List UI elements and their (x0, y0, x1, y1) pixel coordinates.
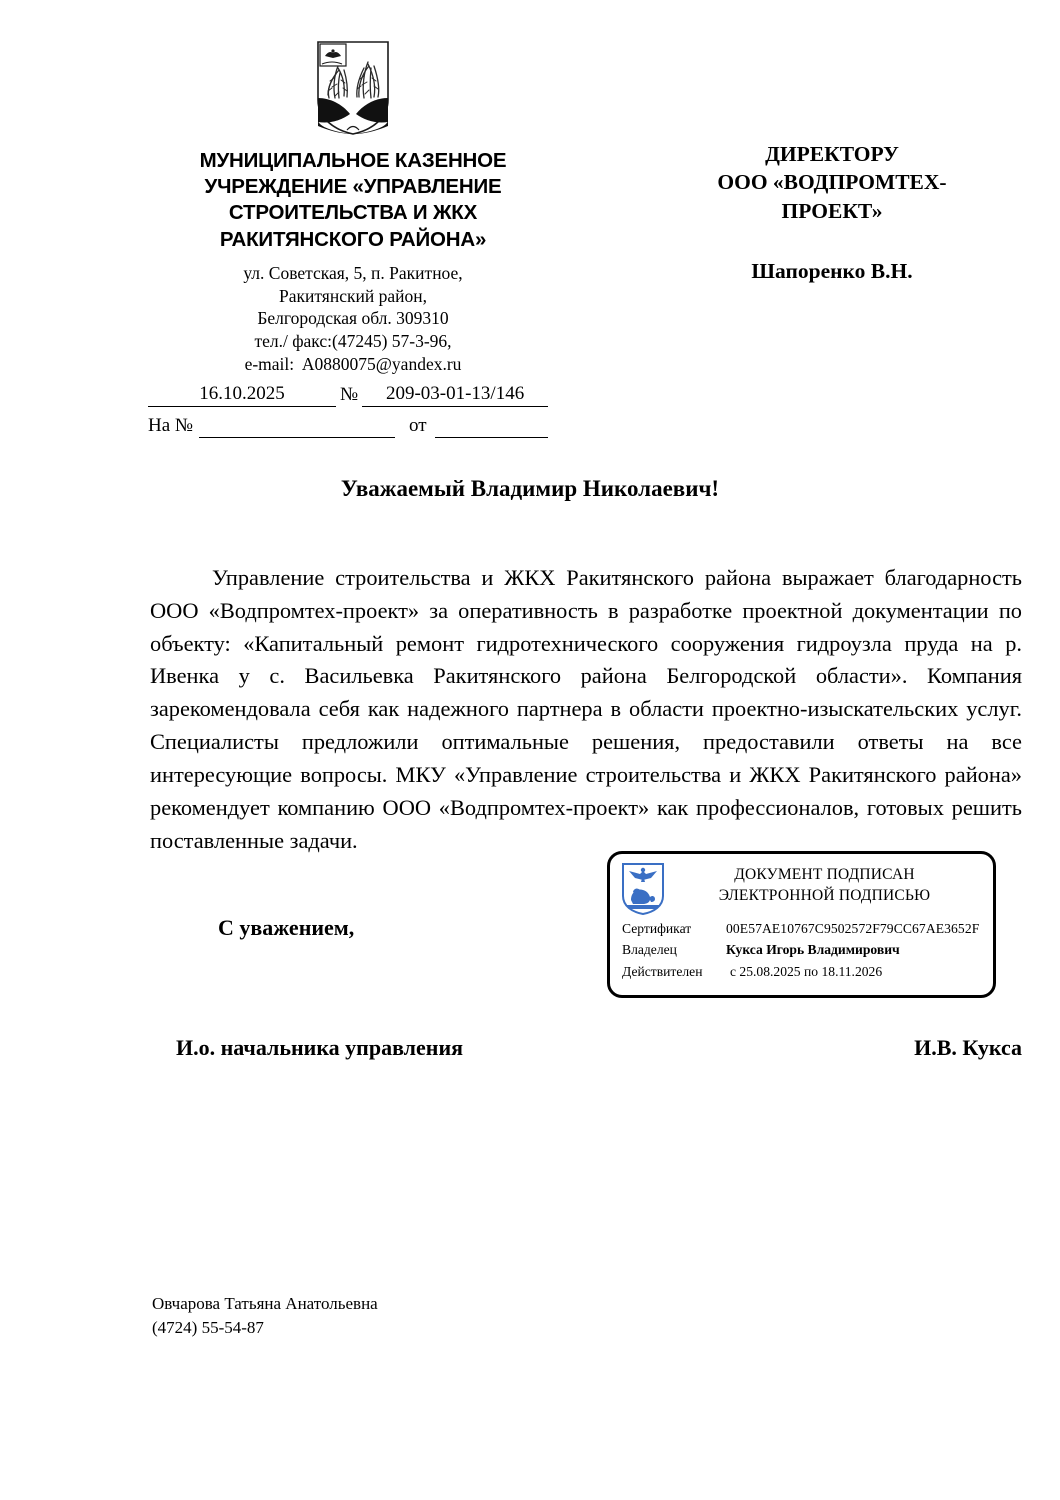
esign-fields (610, 916, 993, 982)
reply-ref-value (199, 414, 395, 438)
salutation: Уважаемый Владимир Николаевич! (340, 476, 720, 501)
signature-row (150, 1035, 1022, 1061)
executor-footer (152, 1292, 378, 1340)
reply-ref-label: На № (148, 414, 194, 436)
address-line-phone: тел./ факс:(47245) 57-3-96, (254, 331, 452, 352)
incoming-reference-row (148, 414, 548, 438)
esign-owner-row (622, 939, 993, 960)
address-line-email: e-mail: A0880075@yandex.ru (244, 353, 462, 374)
belgorod-region-coat-of-arms-icon (620, 862, 666, 916)
addressee-company-line2: ПРОЕКТ» (781, 198, 883, 223)
esign-title-line1: ДОКУМЕНТ ПОДПИСАН (734, 866, 915, 883)
executor-phone: (4724) 55-54-87 (152, 1318, 264, 1338)
esign-validity-row (622, 961, 993, 982)
executor-name: Овчарова Татьяна Анатольевна (152, 1294, 378, 1313)
esign-header (610, 854, 993, 916)
addressee-title: ДИРЕКТОРУ (765, 142, 899, 166)
esign-validity-label: Действителен (622, 963, 703, 979)
esign-owner-value: Кукса Игорь Владимирович (726, 942, 900, 958)
addressee-company-line1: ООО «ВОДПРОМТЕХ- (717, 170, 947, 195)
signer-name: И.В. Кукса (914, 1035, 1022, 1060)
esign-certificate-value: 00E57AE10767C9502572F79CC67AE3652F (726, 921, 980, 936)
esign-certificate-row (622, 918, 993, 939)
outgoing-date: 16.10.2025 (148, 383, 336, 407)
reference-block (148, 383, 548, 438)
esign-validity-value: с 25.08.2025 по 18.11.2026 (730, 963, 883, 979)
esign-owner-label: Владелец (622, 942, 677, 958)
addressee-person: Шапоренко В.Н. (751, 259, 913, 284)
electronic-signature-stamp (607, 851, 996, 998)
reply-date-value (435, 414, 548, 438)
regards-line: С уважением, (218, 915, 355, 940)
address-line-street: ул. Советская, 5, п. Ракитное, (243, 262, 463, 283)
letter-body: Управление строительства и ЖКХ Ракитянского района выражает благодарность ООО «Водпромтех-проект» за оперативность в разработке проектной документации по объекту: «Капитальный ремонт гидротехнического сооружения гидроузла пруда на р. Ивенка у с. Васильевка Ракитянского района Белгородской области». Компания зарекомендовала себя как надежного партнера в области проектно-изыскательских услуг. Специалисты предложили оптимальные решения, предоставили ответы на все интересующие вопросы. МКУ «Управление строительства и ЖКХ Ракитянского района» рекомендует компанию ООО «Водпромтех-проект» как профессионалов, готовых решить поставленные задачи. (150, 565, 1022, 853)
outgoing-number: 209-03-01-13/146 (362, 383, 548, 407)
addressee-block (636, 140, 1028, 286)
letterhead (148, 40, 558, 438)
signer-position: И.о. начальника управления (176, 1035, 464, 1060)
reply-date-label: от (409, 414, 427, 436)
number-label: № (340, 383, 359, 405)
organization-name: МУНИЦИПАЛЬНОЕ КАЗЕННОЕ УЧРЕЖДЕНИЕ «УПРАВЛЕНИЕ СТРОИТЕЛЬСТВА И ЖКХ РАКИТЯНСКОГО РАЙОНА» (199, 149, 507, 251)
address-line-region: Белгородская обл. 309310 (257, 308, 449, 329)
rakityansky-district-coat-of-arms-icon (314, 40, 392, 136)
organization-address (148, 262, 558, 376)
esign-certificate-label: Сертификат (622, 921, 692, 936)
address-line-district: Ракитянский район, (279, 285, 427, 306)
outgoing-reference-row (148, 383, 548, 407)
esign-title-line2: ЭЛЕКТРОННОЙ ПОДПИСЬЮ (718, 886, 931, 904)
esign-title (666, 861, 983, 907)
